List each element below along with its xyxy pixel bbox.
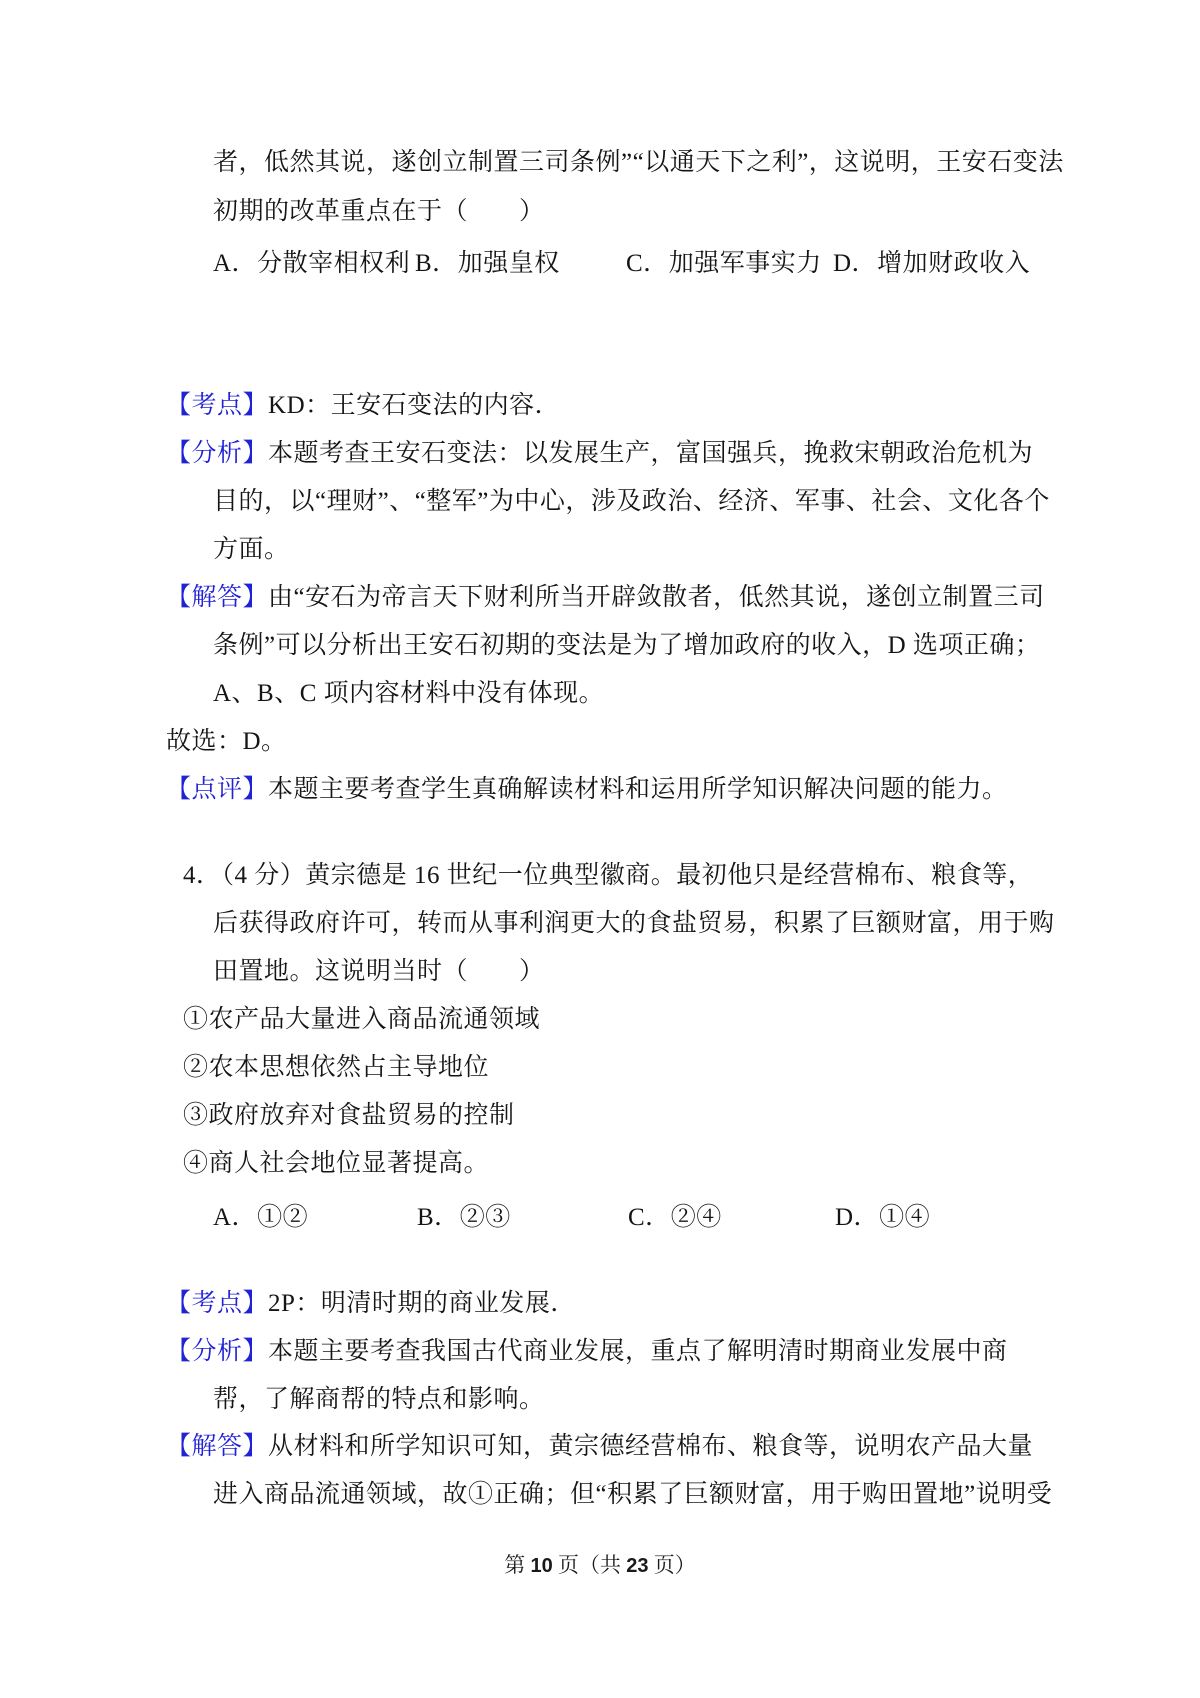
q3-option-b [415,243,560,279]
q4-option-a-letter: A． [213,1204,258,1231]
q4-option-a-text: ①② [257,1204,309,1231]
fenxi-label: 【分析】 [166,1338,269,1365]
footer-middle: 页（共 [552,1553,627,1577]
dianping-text: 本题主要考查学生真确解读材料和运用所学知识解决问题的能力。 [268,776,1008,803]
page-footer [0,1549,1200,1579]
fenxi-text: 本题考查王安石变法：以发展生产，富国强兵，挽救宋朝政治危机为 [268,440,1034,467]
kaodian-text: KD：王安石变法的内容． [268,392,561,419]
q3-option-d-text: 增加财政收入 [877,250,1031,277]
footer-prefix: 第 [504,1553,531,1577]
footer-suffix: 页） [648,1553,696,1577]
q4-item-3: ③政府放弃对食盐贸易的控制 [183,1102,515,1129]
page-number: 10 [530,1555,553,1577]
q3-fenxi-line1 [166,437,1033,471]
q3-stem-line2: 初期的改革重点在于（ ） [213,198,545,225]
q4-kaodian-line [166,1287,576,1321]
q3-fenxi-line3: 方面。 [213,536,290,563]
jieda-label: 【解答】 [166,584,269,611]
q3-option-d [833,243,1030,279]
q3-conclusion: 故选：D。 [166,728,287,755]
q3-option-c-text: 加强军事实力 [668,250,822,277]
q3-jieda-line1 [166,581,1045,615]
q3-fenxi-line2: 目的，以“理财”、“整军”为中心，涉及政治、经济、军事、社会、文化各个 [213,488,1050,515]
q4-option-c [628,1197,722,1233]
q4-option-d-text: ①④ [879,1204,931,1231]
q3-option-a-letter: A． [213,250,258,277]
q4-option-d [835,1197,930,1233]
q4-option-b [417,1197,511,1233]
q3-option-a [213,243,410,279]
q3-option-b-text: 加强皇权 [457,250,560,277]
q4-jieda-line2: 进入商品流通领域，故①正确；但“积累了巨额财富，用于购田置地”说明受 [213,1481,1053,1508]
q3-option-a-text: 分散宰相权利 [257,250,411,277]
q4-jieda-line1 [166,1430,1033,1464]
dianping-label: 【点评】 [166,776,269,803]
total-pages: 23 [626,1555,649,1577]
q4-stem-line1: 4．（4 分）黄宗德是 16 世纪一位典型徽商。最初他只是经营棉布、粮食等， [183,862,1034,889]
q3-option-c-letter: C． [626,250,669,277]
q4-option-c-text: ②④ [670,1204,722,1231]
q4-stem-line2: 后获得政府许可，转而从事利润更大的食盐贸易，积累了巨额财富，用于购 [213,910,1055,937]
q4-item-1: ①农产品大量进入商品流通领域 [183,1006,541,1033]
q3-stem-line1: 者，低然其说，遂创立制置三司条例”“以通天下之利”，这说明，王安石变法 [213,149,1064,176]
q4-option-b-text: ②③ [459,1204,511,1231]
fenxi-label: 【分析】 [166,440,269,467]
jieda-label: 【解答】 [166,1433,269,1460]
kaodian-label: 【考点】 [166,1290,269,1317]
fenxi-text: 本题主要考查我国古代商业发展，重点了解明清时期商业发展中商 [268,1338,1008,1365]
q3-option-d-letter: D． [833,250,878,277]
q4-option-d-letter: D． [835,1204,880,1231]
q3-jieda-line3: A、B、C 项内容材料中没有体现。 [213,680,605,707]
kaodian-label: 【考点】 [166,392,269,419]
q4-stem-line3: 田置地。这说明当时（ ） [213,958,545,985]
q4-fenxi-line1 [166,1335,1008,1369]
q3-jieda-line2: 条例”可以分析出王安石初期的变法是为了增加政府的收入，D 选项正确； [213,632,1041,659]
q3-option-b-letter: B． [415,250,458,277]
q4-option-b-letter: B． [417,1204,460,1231]
jieda-text: 由“安石为帝言天下财利所当开辟敛散者，低然其说，遂创立制置三司 [268,584,1045,611]
kaodian-text: 2P：明清时期的商业发展． [268,1290,576,1317]
q4-fenxi-line2: 帮，了解商帮的特点和影响。 [213,1386,545,1413]
q3-option-c [626,243,822,279]
q4-item-4: ④商人社会地位显著提高。 [183,1150,490,1177]
q4-option-a [213,1197,308,1233]
q3-kaodian-line [166,389,560,423]
q3-dianping-line [166,773,1008,807]
q4-item-2: ②农本思想依然占主导地位 [183,1054,490,1081]
q4-option-c-letter: C． [628,1204,671,1231]
jieda-text: 从材料和所学知识可知，黄宗德经营棉布、粮食等，说明农产品大量 [268,1433,1034,1460]
